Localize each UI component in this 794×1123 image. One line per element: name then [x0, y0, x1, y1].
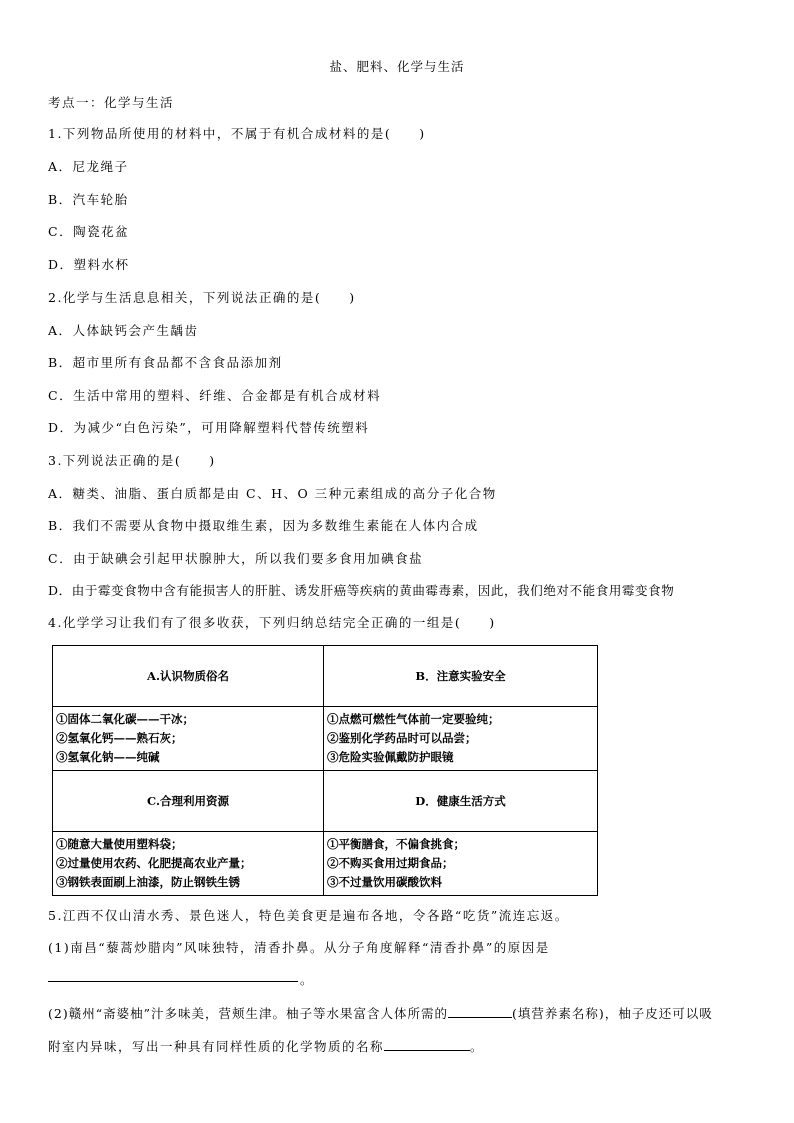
table-b-item-3: ③危险实验佩戴防护眼镜	[327, 750, 454, 764]
question-3-option-c: C．由于缺碘会引起甲状腺肿大，所以我们要多食用加碘食盐	[48, 551, 424, 566]
question-5-part-2-line-1	[48, 1004, 713, 1022]
table-a-item-3: ③氢氧化钠——纯碱	[56, 750, 160, 764]
question-2-stem: 2.化学与生活息息相关，下列说法正确的是( )	[48, 290, 356, 305]
table-d-item-2: ②不购买食用过期食品；	[327, 856, 454, 870]
question-3-stem: 3.下列说法正确的是( )	[48, 453, 216, 468]
question-1-option-b: B．汽车轮胎	[48, 192, 129, 207]
answer-blank-1-period: 。	[300, 972, 313, 987]
question-3-option-d: D．由于霉变食物中含有能损害人的肝脏、诱发肝癌等疾病的黄曲霉毒素，因此，我们绝对不能食用霉变食物	[48, 583, 675, 598]
table-d-item-1: ①平衡膳食，不偏食挑食；	[327, 837, 465, 851]
answer-blank-1[interactable]	[48, 981, 298, 982]
table-head-b: B．注意实验安全	[324, 646, 598, 707]
table-a-item-1: ①固体二氧化碳——干冰；	[56, 712, 194, 726]
table-b-item-1: ①点燃可燃性气体前一定要验纯；	[327, 712, 500, 726]
question-2-option-d: D．为减少“白色污染”，可用降解塑料代替传统塑料	[48, 420, 370, 435]
page-title: 盐、肥料、化学与生活	[329, 59, 465, 74]
question-2-option-a: A．人体缺钙会产生龋齿	[48, 323, 199, 338]
answer-blank-3[interactable]	[384, 1038, 470, 1051]
table-cell-b	[324, 707, 598, 771]
question-5-part-2-line-2	[48, 1037, 484, 1055]
section-heading: 考点一：化学与生活	[48, 95, 175, 110]
question-5-part-2-end: 。	[470, 1039, 485, 1054]
question-1-option-a: A．尼龙绳子	[48, 159, 129, 174]
table-c-item-2: ②过量使用农药、化肥提高农业产量；	[56, 856, 252, 870]
table-c-item-1: ①随意大量使用塑料袋；	[56, 837, 183, 851]
table-a-item-2: ②氢氧化钙——熟石灰；	[56, 731, 183, 745]
table-b-item-2: ②鉴别化学药品时可以品尝；	[327, 731, 477, 745]
question-1-option-c: C．陶瓷花盆	[48, 224, 130, 239]
table-head-d: D．健康生活方式	[324, 771, 598, 832]
question-3-option-b: B．我们不需要从食物中摄取维生素，因为多数维生素能在人体内合成	[48, 518, 479, 533]
question-5-part-1: (1)南昌“藜蒿炒腊肉”风味独特，清香扑鼻。从分子角度解释“清香扑鼻”的原因是	[48, 940, 550, 955]
question-2-option-c: C．生活中常用的塑料、纤维、合金都是有机合成材料	[48, 388, 382, 403]
table-d-item-3: ③不过量饮用碳酸饮料	[327, 875, 442, 889]
table-cell-d	[324, 832, 598, 896]
table-cell-c	[53, 832, 324, 896]
question-5-stem: 5.江西不仅山清水秀、景色迷人，特色美食更是遍布各地，令各路“吃货”流连忘返。	[48, 908, 569, 923]
question-5-part-2-text-c: 附室内异味，写出一种具有同样性质的化学物质的名称	[48, 1039, 385, 1054]
question-2-option-b: B．超市里所有食品都不含食品添加剂	[48, 355, 283, 370]
question-4-stem: 4.化学学习让我们有了很多收获，下列归纳总结完全正确的一组是( )	[48, 615, 496, 630]
table-head-a: A.认识物质俗名	[53, 646, 324, 707]
question-5-part-2-text-b: (填营养素名称)，柚子皮还可以吸	[512, 1006, 713, 1021]
question-5-part-2-text-a: (2)赣州“斋婆柚”汁多味美，营颊生津。柚子等水果富含人体所需的	[48, 1006, 448, 1021]
question-3-option-a: A．糖类、油脂、蛋白质都是由 C、H、O 三种元素组成的高分子化合物	[48, 486, 497, 501]
table-cell-a	[53, 707, 324, 771]
table-head-c: C.合理利用资源	[53, 771, 324, 832]
table-c-item-3: ③钢铁表面刷上油漆，防止钢铁生锈	[56, 875, 240, 889]
question-1-stem: 1.下列物品所使用的材料中，不属于有机合成材料的是( )	[48, 126, 426, 141]
question-4-table	[52, 645, 598, 896]
question-1-option-d: D．塑料水杯	[48, 257, 130, 272]
answer-blank-2[interactable]	[448, 1005, 512, 1018]
